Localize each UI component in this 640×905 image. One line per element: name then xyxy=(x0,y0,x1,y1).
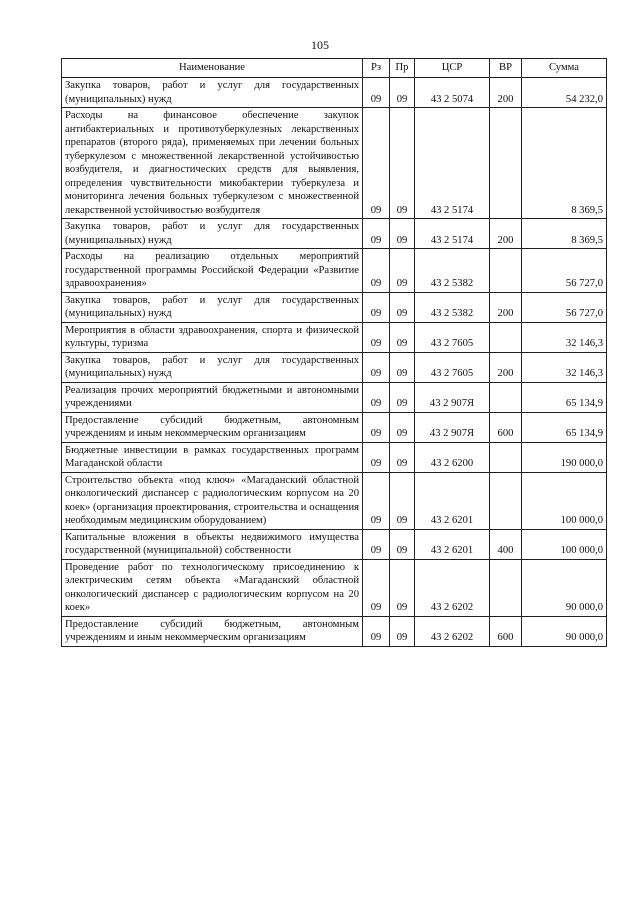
cell-pr: 09 xyxy=(390,442,415,472)
cell-name: Закупка товаров, работ и услуг для государственных (муниципальных) нужд xyxy=(62,292,363,322)
cell-name: Проведение работ по технологическому присоединению к электрическим сетям объекта «Магаданский областной онкологический диспансер с радиологическим корпусом на 20 коек» xyxy=(62,559,363,616)
cell-vr xyxy=(490,108,522,219)
cell-sum: 90 000,0 xyxy=(522,616,607,646)
cell-name: Закупка товаров, работ и услуг для государственных (муниципальных) нужд xyxy=(62,78,363,108)
header-name: Наименование xyxy=(62,59,363,78)
cell-vr: 200 xyxy=(490,352,522,382)
cell-vr xyxy=(490,322,522,352)
cell-rz: 09 xyxy=(363,616,390,646)
table-row xyxy=(62,352,607,382)
cell-pr: 09 xyxy=(390,412,415,442)
cell-rz: 09 xyxy=(363,322,390,352)
cell-csr: 43 2 5174 xyxy=(415,108,490,219)
cell-rz: 09 xyxy=(363,559,390,616)
cell-csr: 43 2 6201 xyxy=(415,529,490,559)
cell-pr: 09 xyxy=(390,616,415,646)
header-vr: ВР xyxy=(490,59,522,78)
cell-vr: 600 xyxy=(490,616,522,646)
cell-pr: 09 xyxy=(390,78,415,108)
cell-sum: 65 134,9 xyxy=(522,412,607,442)
cell-rz: 09 xyxy=(363,108,390,219)
cell-csr: 43 2 907Я xyxy=(415,382,490,412)
cell-rz: 09 xyxy=(363,78,390,108)
cell-vr: 200 xyxy=(490,78,522,108)
cell-csr: 43 2 7605 xyxy=(415,352,490,382)
table-row xyxy=(62,529,607,559)
cell-rz: 09 xyxy=(363,412,390,442)
cell-name: Бюджетные инвестиции в рамках государственных программ Магаданской области xyxy=(62,442,363,472)
header-pr: Пр xyxy=(390,59,415,78)
table-header-row xyxy=(62,59,607,78)
table-row xyxy=(62,442,607,472)
cell-pr: 09 xyxy=(390,352,415,382)
header-rz: Рз xyxy=(363,59,390,78)
cell-rz: 09 xyxy=(363,249,390,293)
cell-rz: 09 xyxy=(363,472,390,529)
cell-vr xyxy=(490,249,522,293)
cell-name: Предоставление субсидий бюджетным, автономным учреждениям и иным некоммерческим организациям xyxy=(62,412,363,442)
table-row xyxy=(62,412,607,442)
cell-pr: 09 xyxy=(390,322,415,352)
cell-sum: 56 727,0 xyxy=(522,292,607,322)
table-row xyxy=(62,292,607,322)
cell-pr: 09 xyxy=(390,472,415,529)
cell-vr xyxy=(490,382,522,412)
cell-sum: 54 232,0 xyxy=(522,78,607,108)
cell-name: Строительство объекта «под ключ» «Магаданский областной онкологический диспансер с радиологическим корпусом на 20 коек» (организация проектирования, строительства и оснащения необходимым медицинским оборудованием) xyxy=(62,472,363,529)
table-row xyxy=(62,78,607,108)
cell-vr xyxy=(490,442,522,472)
cell-rz: 09 xyxy=(363,382,390,412)
table-row xyxy=(62,616,607,646)
cell-sum: 8 369,5 xyxy=(522,219,607,249)
cell-pr: 09 xyxy=(390,292,415,322)
table-row xyxy=(62,219,607,249)
cell-name: Расходы на финансовое обеспечение закупок антибактериальных и противотуберкулезных лекарственных препаратов (второго ряда), применяемых при лечении больных туберкулезом с множественной лекарственной устойчивостью возбудителя, и диагностических средств для выявления, определения чувствительности микобактерии туберкулеза и мониторинга лечения больных туберкулезом с множественной лекарственной устойчивостью возбудителя xyxy=(62,108,363,219)
table-row xyxy=(62,249,607,293)
table-body xyxy=(62,78,607,647)
cell-vr: 600 xyxy=(490,412,522,442)
table-row xyxy=(62,472,607,529)
cell-sum: 100 000,0 xyxy=(522,529,607,559)
cell-csr: 43 2 907Я xyxy=(415,412,490,442)
cell-sum: 56 727,0 xyxy=(522,249,607,293)
cell-csr: 43 2 6202 xyxy=(415,616,490,646)
cell-csr: 43 2 5382 xyxy=(415,249,490,293)
cell-sum: 32 146,3 xyxy=(522,352,607,382)
cell-rz: 09 xyxy=(363,352,390,382)
cell-csr: 43 2 6202 xyxy=(415,559,490,616)
cell-vr: 400 xyxy=(490,529,522,559)
cell-pr: 09 xyxy=(390,559,415,616)
cell-pr: 09 xyxy=(390,219,415,249)
cell-csr: 43 2 6200 xyxy=(415,442,490,472)
cell-vr xyxy=(490,472,522,529)
cell-pr: 09 xyxy=(390,529,415,559)
cell-name: Мероприятия в области здравоохранения, спорта и физической культуры, туризма xyxy=(62,322,363,352)
table-row xyxy=(62,322,607,352)
cell-sum: 8 369,5 xyxy=(522,108,607,219)
cell-pr: 09 xyxy=(390,108,415,219)
cell-pr: 09 xyxy=(390,382,415,412)
cell-sum: 90 000,0 xyxy=(522,559,607,616)
cell-vr xyxy=(490,559,522,616)
budget-table xyxy=(61,58,607,647)
cell-vr: 200 xyxy=(490,292,522,322)
cell-name: Предоставление субсидий бюджетным, автономным учреждениям и иным некоммерческим организациям xyxy=(62,616,363,646)
cell-sum: 100 000,0 xyxy=(522,472,607,529)
cell-sum: 32 146,3 xyxy=(522,322,607,352)
cell-sum: 65 134,9 xyxy=(522,382,607,412)
cell-name: Закупка товаров, работ и услуг для государственных (муниципальных) нужд xyxy=(62,219,363,249)
header-sum: Сумма xyxy=(522,59,607,78)
cell-rz: 09 xyxy=(363,292,390,322)
cell-csr: 43 2 5074 xyxy=(415,78,490,108)
cell-rz: 09 xyxy=(363,219,390,249)
cell-csr: 43 2 7605 xyxy=(415,322,490,352)
cell-rz: 09 xyxy=(363,529,390,559)
table-row xyxy=(62,559,607,616)
table-row xyxy=(62,382,607,412)
table-row xyxy=(62,108,607,219)
cell-sum: 190 000,0 xyxy=(522,442,607,472)
cell-name: Расходы на реализацию отдельных мероприятий государственной программы Российской Федерации «Развитие здравоохранения» xyxy=(62,249,363,293)
cell-csr: 43 2 5382 xyxy=(415,292,490,322)
cell-name: Реализация прочих мероприятий бюджетными и автономными учреждениями xyxy=(62,382,363,412)
cell-rz: 09 xyxy=(363,442,390,472)
cell-csr: 43 2 5174 xyxy=(415,219,490,249)
cell-vr: 200 xyxy=(490,219,522,249)
page-number: 105 xyxy=(311,38,329,52)
header-csr: ЦСР xyxy=(415,59,490,78)
cell-pr: 09 xyxy=(390,249,415,293)
cell-name: Капитальные вложения в объекты недвижимого имущества государственной (муниципальной) собственности xyxy=(62,529,363,559)
cell-csr: 43 2 6201 xyxy=(415,472,490,529)
cell-name: Закупка товаров, работ и услуг для государственных (муниципальных) нужд xyxy=(62,352,363,382)
